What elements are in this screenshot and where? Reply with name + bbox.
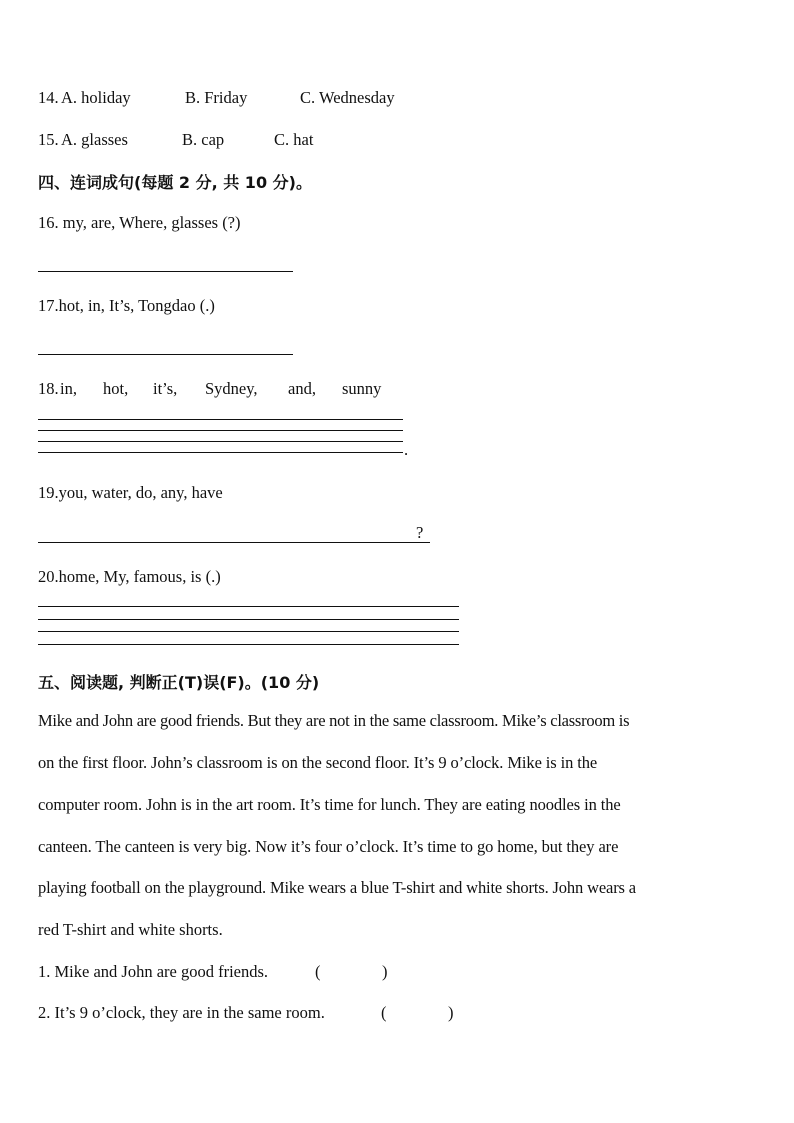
section-5-heading: 五、阅读题, 判断正(T)误(F)。(10 分): [38, 673, 320, 692]
word: in,: [60, 379, 77, 398]
option-a: A. glasses: [61, 130, 128, 149]
answer-line[interactable]: [38, 644, 459, 645]
answer-paren-open: (: [381, 1003, 387, 1022]
question-number: 18.: [38, 379, 59, 398]
statement-text: 1. Mike and John are good friends.: [38, 962, 269, 981]
question-16: 16. my, are, Where, glasses (?): [38, 213, 241, 232]
answer-paren-close: ): [382, 962, 388, 981]
word: Sydney,: [205, 379, 258, 398]
word: it’s,: [153, 379, 178, 398]
end-mark: .: [404, 440, 409, 459]
answer-line-16[interactable]: [38, 271, 293, 272]
answer-paren-close: ): [448, 1003, 454, 1022]
end-mark: ?: [416, 523, 424, 542]
word: and,: [288, 379, 316, 398]
answer-line-17[interactable]: [38, 354, 293, 355]
passage-line: on the first floor. John’s classroom is on the second floor. It’s 9 o’clock. Mike is in the: [38, 753, 598, 772]
answer-line[interactable]: [38, 631, 459, 632]
option-a: A. holiday: [61, 88, 131, 107]
option-c: C. Wednesday: [300, 88, 395, 107]
statement-text: 2. It’s 9 o’clock, they are in the same room.: [38, 1003, 325, 1022]
passage-line: playing football on the playground. Mike wears a blue T-shirt and white shorts. John wears a: [38, 878, 636, 897]
option-c: C. hat: [274, 130, 314, 149]
answer-line[interactable]: [38, 430, 403, 431]
word: sunny: [342, 379, 382, 398]
answer-line[interactable]: [38, 452, 403, 453]
passage-line: Mike and John are good friends. But they are not in the same classroom. Mike’s classroom is: [38, 711, 630, 730]
question-number: 15.: [38, 130, 59, 149]
option-b: B. Friday: [185, 88, 248, 107]
answer-line-19[interactable]: [38, 542, 430, 543]
answer-line[interactable]: [38, 419, 403, 420]
question-19: 19.you, water, do, any, have: [38, 483, 223, 502]
passage-line: canteen. The canteen is very big. Now it’s four o’clock. It’s time to go home, but they are: [38, 837, 619, 856]
section-4-heading: 四、连词成句(每题 2 分, 共 10 分)。: [38, 173, 312, 192]
answer-line[interactable]: [38, 619, 459, 620]
answer-line[interactable]: [38, 606, 459, 607]
option-b: B. cap: [182, 130, 225, 149]
question-20: 20.home, My, famous, is (.): [38, 567, 221, 586]
word: hot,: [103, 379, 129, 398]
passage-line: computer room. John is in the art room. It’s time for lunch. They are eating noodles in the: [38, 795, 621, 814]
answer-paren-open: (: [315, 962, 321, 981]
question-17: 17.hot, in, It’s, Tongdao (.): [38, 296, 215, 315]
passage-line: red T-shirt and white shorts.: [38, 920, 223, 939]
answer-line[interactable]: [38, 441, 403, 442]
question-number: 14.: [38, 88, 59, 107]
